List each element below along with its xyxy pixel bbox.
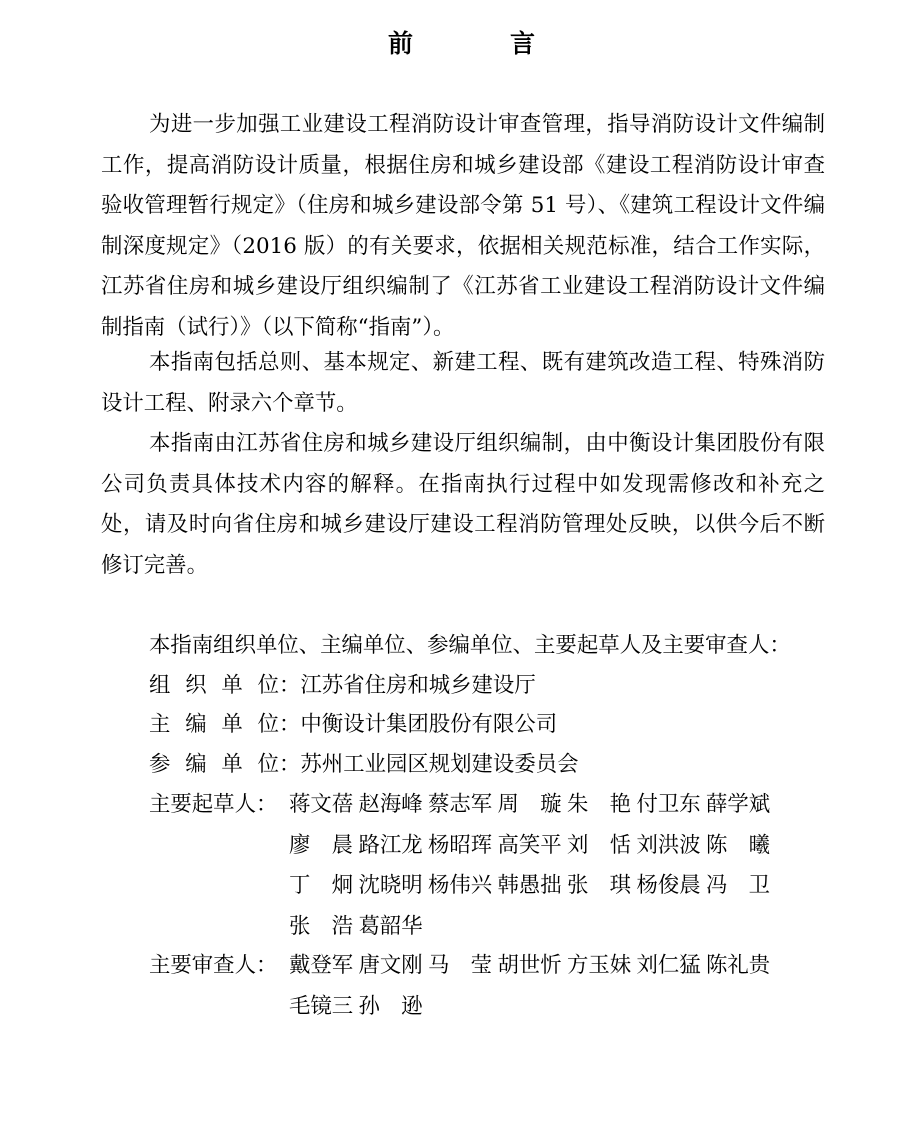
drafters-name: 陈曦 (706, 832, 770, 858)
drafters-name: 冯卫 (706, 873, 770, 898)
reviewers-name: 陈礼贵 (706, 953, 771, 978)
page-title: 前 言 (387, 29, 571, 58)
org-label: 主编单位 (149, 712, 279, 737)
reviewers-label: 主要审查人： (149, 953, 278, 978)
reviewers-name: 马莹 (428, 953, 492, 978)
drafters-name: 路江龙 (358, 832, 423, 858)
org-row-chief-editor (149, 705, 557, 745)
reviewers-names (289, 946, 789, 1027)
drafters-name: 张琪 (567, 873, 631, 898)
drafters-name: 薛学斌 (706, 792, 771, 817)
paragraph-contents: 本指南包括总则、基本规定、新建工程、既有建筑改造工程、特殊消防设计工程、附录六个章节。 (101, 350, 825, 416)
drafters-name: 周璇 (497, 792, 562, 817)
drafters-name: 张浩 (289, 913, 353, 939)
org-colon: ： (279, 673, 301, 698)
drafters-name: 廖晨 (289, 832, 353, 858)
drafters-names (289, 785, 789, 947)
drafters-name: 韩愚拙 (497, 873, 562, 898)
drafters-label: 主要起草人： (149, 792, 278, 817)
reviewers-name: 刘仁猛 (636, 953, 701, 978)
paragraph-purpose: 为进一步加强工业建设工程消防设计审查管理，指导消防设计文件编制工作，提高消防设计质量，根据住房和城乡建设部《建设工程消防设计审查验收管理暂行规定》（住房和城乡建设部令第 51 号）、《建筑工程设计文件编制深度规定》（2016 版）的有关要求，依据相关规范标准，结合工作实际，江苏省住房和城乡建设厅组织编制了《江苏省工业建设工程消防设计文件编制指南（试行）》（以下简称“指南”）。 (101, 112, 825, 340)
drafters-name: 丁炯 (289, 873, 353, 898)
org-row-co-editor (149, 745, 579, 785)
drafters-name: 杨昭珲 (428, 832, 493, 858)
drafters-name: 沈晓明 (358, 873, 423, 898)
reviewers-name: 毛镜三 (289, 993, 354, 1019)
reviewers-name: 孙逊 (358, 993, 423, 1019)
reviewers-name: 胡世忻 (497, 953, 562, 978)
drafters-name: 刘恬 (567, 832, 631, 858)
org-label: 参编单位 (149, 752, 279, 777)
org-row-organizer (149, 666, 536, 706)
drafters-name: 刘洪波 (636, 832, 701, 858)
paragraph-interpretation: 本指南由江苏省住房和城乡建设厅组织编制，由中衡设计集团股份有限公司负责具体技术内容的解释。在指南执行过程中如发现需修改和补充之处，请及时向省住房和城乡建设厅建设工程消防管理处反映，以供今后不断修订完善。 (101, 431, 825, 578)
drafters-name: 赵海峰 (358, 792, 423, 817)
org-value: 苏州工业园区规划建设委员会 (300, 752, 579, 777)
units-intro: 本指南组织单位、主编单位、参编单位、主要起草人及主要审查人： (149, 633, 791, 658)
reviewers-name: 唐文刚 (358, 953, 423, 978)
drafters-name: 蔡志军 (428, 792, 493, 817)
drafters-name: 朱艳 (567, 792, 631, 817)
org-colon: ： (279, 712, 301, 737)
org-colon: ： (279, 752, 301, 777)
drafters-name: 葛韶华 (358, 913, 423, 939)
drafters-name: 杨俊晨 (636, 873, 701, 898)
org-label: 组织单位 (149, 673, 279, 698)
drafters-name: 高笑平 (497, 832, 562, 858)
reviewers-name: 戴登军 (289, 953, 354, 978)
drafters-name: 蒋文蓓 (289, 792, 354, 817)
org-value: 江苏省住房和城乡建设厅 (300, 673, 536, 698)
drafters-name: 付卫东 (636, 792, 701, 817)
drafters-name: 杨伟兴 (428, 873, 493, 898)
reviewers-name: 方玉妹 (567, 953, 632, 978)
org-value: 中衡设计集团股份有限公司 (300, 712, 558, 737)
